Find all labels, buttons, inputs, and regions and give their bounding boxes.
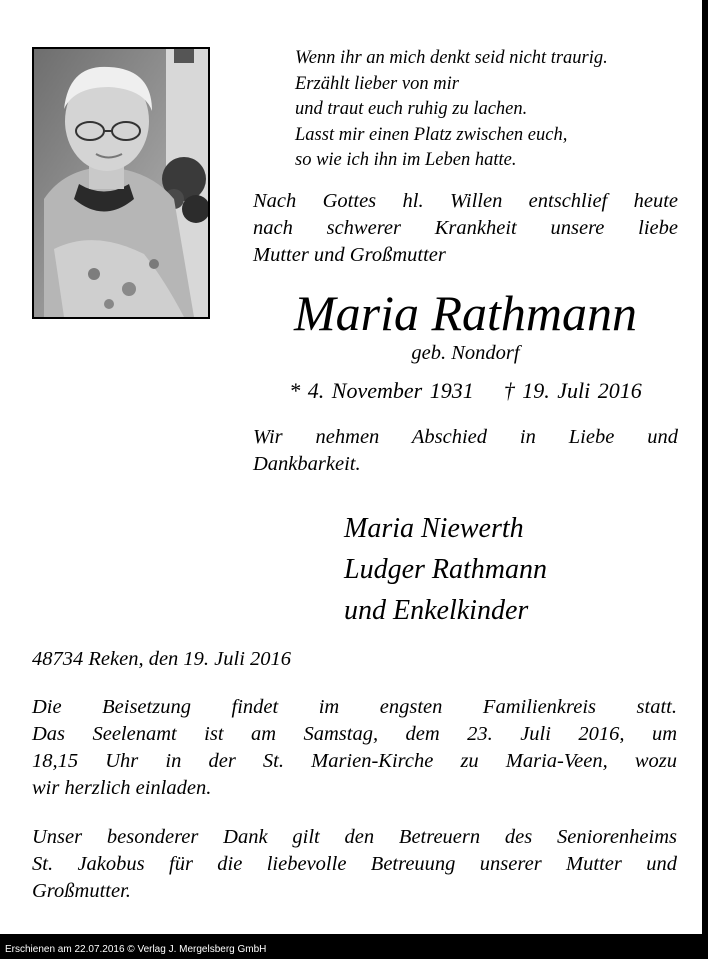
intro-line: Nach Gottes hl. Willen entschlief heute bbox=[253, 190, 678, 212]
deceased-name: Maria Rathmann bbox=[293, 285, 638, 341]
farewell-text bbox=[253, 424, 678, 478]
farewell-line: Wir nehmen Abschied in Liebe und bbox=[253, 426, 678, 448]
birth-name: geb. Nondorf bbox=[411, 342, 520, 364]
portrait-image bbox=[34, 49, 208, 317]
funeral-info bbox=[32, 694, 677, 802]
funeral-line: Das Seelenamt ist am Samstag, dem 23. Juli 2016, um bbox=[32, 723, 677, 745]
poem-line: und traut euch ruhig zu lachen. bbox=[295, 99, 528, 119]
place-and-date: 48734 Reken, den 19. Juli 2016 bbox=[32, 648, 292, 670]
life-dates: * 4. November 1931 † 19. Juli 2016 bbox=[289, 378, 642, 403]
intro-line: Mutter und Großmutter bbox=[253, 244, 446, 266]
funeral-line: wir herzlich einladen. bbox=[32, 777, 212, 799]
poem-line: Lasst mir einen Platz zwischen euch, bbox=[295, 124, 568, 145]
funeral-line: 18,15 Uhr in der St. Marien-Kirche zu Maria-Veen, wozu bbox=[32, 750, 677, 772]
poem-line: Wenn ihr an mich denkt seid nicht traurig. bbox=[295, 48, 608, 68]
poem-line: so wie ich ihn im Leben hatte. bbox=[295, 150, 517, 170]
poem bbox=[295, 46, 695, 174]
publication-footer: Erschienen am 22.07.2016 © Verlag J. Mergelsberg GmbH bbox=[0, 940, 708, 959]
mourner-name: Ludger Rathmann bbox=[344, 554, 547, 585]
farewell-line: Dankbarkeit. bbox=[253, 453, 361, 475]
funeral-line: Die Beisetzung findet im engsten Familienkreis statt. bbox=[32, 696, 677, 718]
thanks-line: Unser besonderer Dank gilt den Betreuern des Seniorenheims bbox=[32, 826, 677, 848]
poem-line: Erzählt lieber von mir bbox=[295, 73, 459, 94]
mourner-name: Maria Niewerth bbox=[344, 513, 524, 544]
intro-text bbox=[253, 188, 678, 269]
thanks-line: Großmutter. bbox=[32, 880, 131, 902]
thanks-text bbox=[32, 824, 677, 905]
thanks-line: St. Jakobus für die liebevolle Betreuung unserer Mutter und bbox=[32, 853, 677, 875]
intro-line: nach schwerer Krankheit unsere liebe bbox=[253, 217, 678, 239]
mourner-name: und Enkelkinder bbox=[344, 595, 529, 626]
mourners-list bbox=[344, 508, 684, 631]
portrait-photo bbox=[32, 47, 210, 319]
